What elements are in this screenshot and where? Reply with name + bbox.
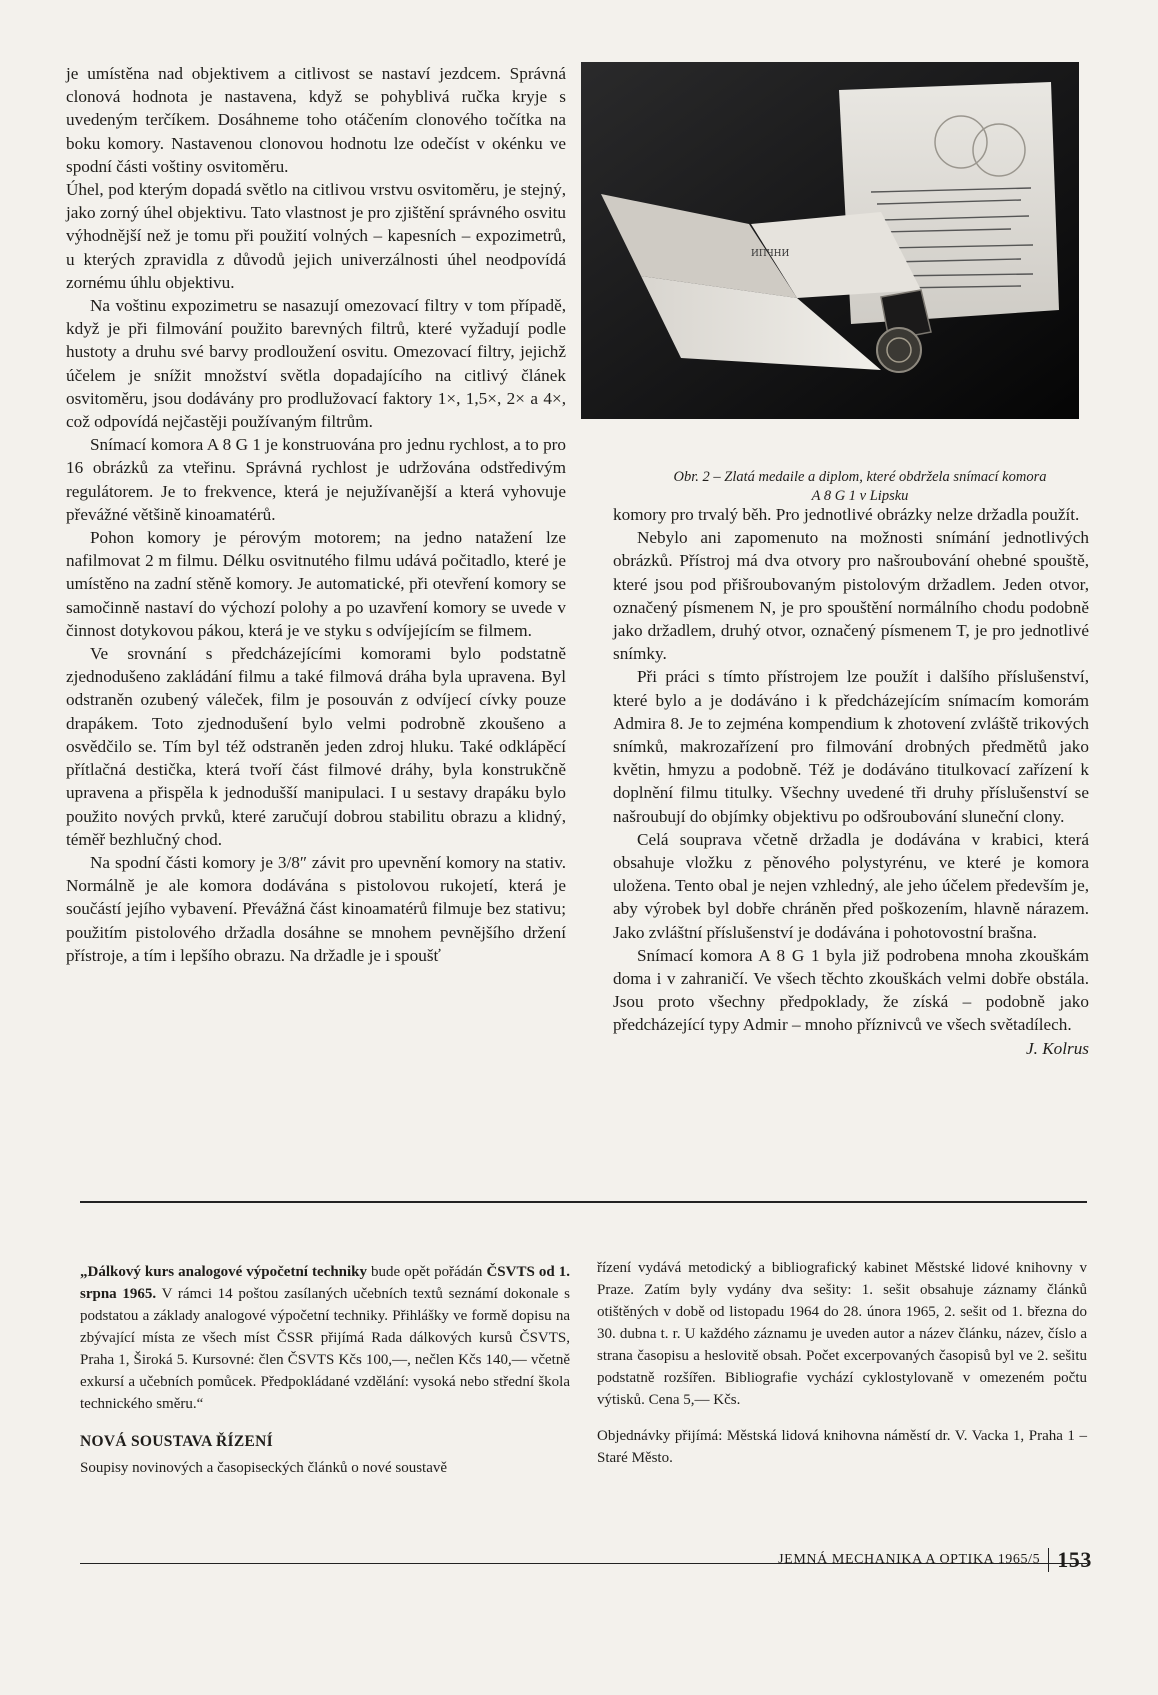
medal-diploma-photo [581,62,1079,419]
article-right-column [613,503,1089,1060]
photo-illustration [581,62,1079,419]
caption-line-2: A 8 G 1 v Lipsku [811,488,909,504]
author-signature: J. Kolrus [1025,1038,1089,1058]
paragraph: Ve srovnání s předcházejícími komorami bylo podstatně zjednodušeno zakládání filmu a také filmová dráha byla upravena. Byl odstraněn ozubený váleček, film je posouván z odvíjecí cívky pouze drapákem. Toto zjednodušení bylo velmi podrobně zkoušeno a osvědčilo se. Tím byl též odstraněn jeden zdroj hluku. Také odklápěcí přítlačná destička, která tvoří část filmové dráhy, byla konstrukčně upravena a přispěla k jednodušší manipulaci. I u sestavy drapáku bylo použito nových prvků, které zaručují dobrou stabilitu obrazu a klidný, téměř bezhlučný chod. [66,644,566,849]
paragraph: komory pro trvalý běh. Pro jednotlivé obrázky nelze držadla použít. [613,505,1080,524]
course-title: „Dálkový kurs analogové výpočetní techniky [80,1264,368,1280]
paragraph: Pohon komory je pérovým motorem; na jedno natažení lze nafilmovat 2 m filmu. Délku osvitnutého filmu udává počitadlo, které je umístěno na zadní stěně komory. Je automatické, při otevření komory se samočinně nastaví do výchozí polohy a po uzavření komory se uvede v činnost dotykovou pákou, která je ve styku s odvíjejícím se filmem. [66,528,566,640]
paragraph: Snímací komora A 8 G 1 je konstruována pro jednu rychlost, a to pro 16 obrázků za vteřinu. Správná rychlost je udržována odstředivým regulátorem. Je to frekvence, která je nejužívanější a která vyhovuje převážné většině kinoamatérů. [66,435,566,524]
course-date: ČSVTS od 1. srpna 1965. [80,1264,570,1302]
paragraph: Celá souprava včetně držadla je dodávána v krabici, která obsahuje vložku z pěnového polystyrénu, ve které je komora uložena. Tento obal je nejen vzhledný, ale jeho účelem především je, aby výrobek byl dobře chráněn před poškozením, hlavně nárazem. Jako zvláštní příslušenství je dodávána i pohotovostní brašna. [613,829,1089,942]
page-footer [778,1548,1092,1572]
paragraph [613,944,1089,1058]
figure-caption [640,468,1080,506]
paragraph-text: Snímací komora A 8 G 1 byla již podrobena mnoha zkouškám doma i v zahraničí. Ve všech těchto zkouškách velmi dobře obstála. Jsou proto všechny předpoklady, že získá – podobně jako předcházející typy Admir – mnoho příznivců ve všech světadílech. [613,945,1089,1035]
page-number: 153 [1048,1548,1092,1572]
news-left-column [80,1261,570,1479]
paragraph: je umístěna nad objektivem a citlivost se nastaví jezdcem. Správná clonová hodnota je nastavena, když se pohyblivá ručka kryje s uvedeným terčíkem. Dosáhneme toho otáčením clonového točítka na boku komory. Nastavenou clonovou hodnotu lze odečíst v okénku ve spodní části voštiny osvitoměru. [66,64,566,176]
paragraph: Nebylo ani zapomenuto na možnosti snímání jednotlivých obrázků. Přístroj má dva otvory pro našroubování ohebné spouště, které jsou pod přišroubovaným pistolovým držadlem. Jeden otvor, označený písmenem N, je pro spouštění normálního chodu podobně jako držadlem, druhý otvor, označený písmenem T, je pro jednotlivé snímky. [613,528,1089,664]
caption-line-1: Obr. 2 – Zlatá medaile a diplom, které obdržela snímací komora [673,469,1047,485]
journal-name: JEMNÁ MECHANIKA A OPTIKA 1965/5 [778,1552,1041,1567]
paragraph: Na voštinu expozimetru se nasazují omezovací filtry v tom případě, když je při filmování použito barevných filtrů, které vyžadují podle hustoty a druhu své barvy prodloužení osvitu. Omezovací filtry, jejichž účelem je snížit množství světla dopadajícího na citlivý článek osvitoměru, jsou dodávány pro prodlužovací faktory 1×, 1,5×, 2× a 4×, což odpovídá nejčastěji používaným filtrům. [66,296,566,432]
gold-medal [877,328,921,372]
section-divider [80,1201,1087,1203]
paragraph: Na spodní části komory je 3/8″ závit pro upevnění komory na stativ. Normálně je ale komora dodávána s pistolovou rukojetí, která je součástí jejího vybavení. Převážná část kinoamatérů filmuje bez stativu; použitím pistolového držadla dosáhne se mnohem pevnějšího držení přístroje, a tím i lepšího obrazu. Na držadle je i spoušť [66,852,566,965]
article-left-column [66,62,566,967]
news-paragraph: Soupisy novinových a časopiseckých článků o nové soustavě [80,1460,448,1476]
diploma-inscription: ИПЧНИ [751,249,790,259]
paragraph: Úhel, pod kterým dopadá světlo na citlivou vrstvu osvitoměru, je stejný, jako zorný úhel objektivu. Tato vlastnost je pro zjištění správného osvitu výhodnější než je tomu při použití volných – kapesních – expozimetrů, u kterých zpravidla z důvodů jejich univerzálnosti úhel neodpovídá zornému úhlu objektivu. [66,180,566,292]
course-announcement: „Dálkový kurs analogové výpočetní techniky bude opět pořádán ČSVTS od 1. srpna 1965. V rámci 14 poštou zasílaných učebních textů seznámí dokonale s podstatou a základy analogové výpočetní techniky. Přihlášky ve formě dopisu na zbývající místa ze všech míst ČSSR přijímá Rada dálkových kursů ČSVTS, Praha 1, Široká 5. Kursovné: člen ČSVTS Kčs 100,—, nečlen Kčs 140,— včetně exkursí a učebních pomůcek. Předpokládané vzdělání: vysoká nebo střední škola technického směru.“ [80,1264,571,1412]
news-heading: NOVÁ SOUSTAVA ŘÍZENÍ [80,1433,273,1450]
paragraph: Při práci s tímto přístrojem lze použít i dalšího příslušenství, které bylo a je dodáváno i k předcházejícím snímacím komorám Admira 8. Je to zejména kompendium k zhotovení zvláště trikových snímků, makrozařízení pro filmování drobných předmětů jako květin, hmyzu a podobně. Též je dodáváno titulkovací zařízení k doplnění filmu titulky. Všechny uvedené tři druhy příslušenství se našroubují do objímky objektivu po odšroubování sluneční clony. [613,667,1089,826]
news-paragraph: řízení vydává metodický a bibliografický kabinet Městské lidové knihovny v Praze. Zatím byly vydány dva sešity: 1. sešit obsahuje záznamy článků otištěných v době od listopadu 1964 do 28. února 1965, 2. sešit od 1. března do 30. dubna t. r. U každého záznamu je uveden autor a název článku, název, číslo a strana časopisu a heslovitě obsah. Počet excerpovaných časopisů byl ve 2. sešitu podstatně rozšířen. Bibliografie vychází cyklostylovaně v omezeném počtu výtisků. Cena 5,— Kčs. [597,1260,1087,1408]
news-order-info: Objednávky přijímá: Městská lidová knihovna náměstí dr. V. Vacka 1, Praha 1 – Staré Město. [597,1428,1087,1466]
news-right-column [597,1257,1087,1469]
